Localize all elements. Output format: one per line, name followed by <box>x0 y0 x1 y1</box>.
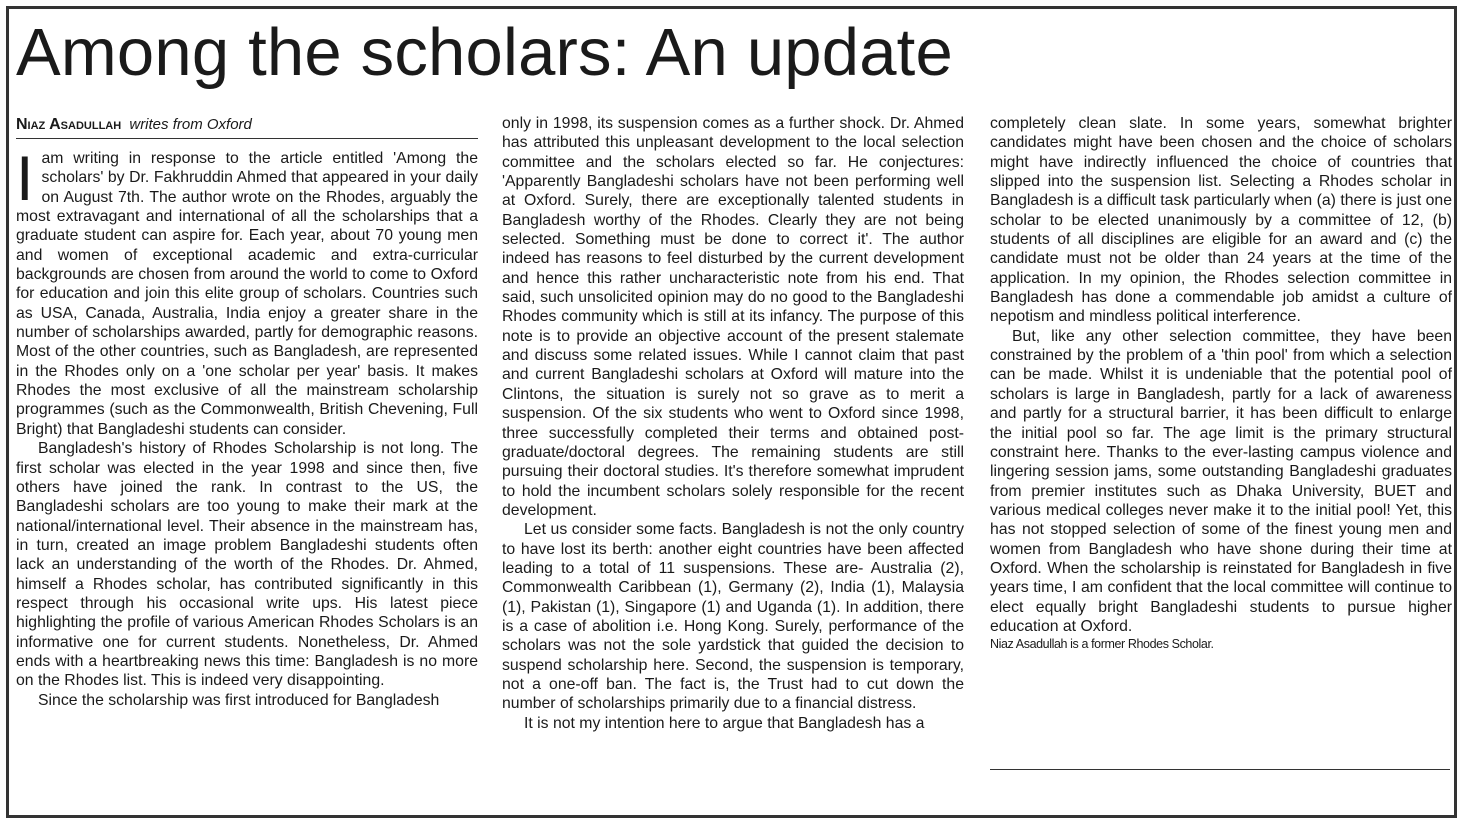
paragraph: But, like any other selection committee, they have been constrained by the problem of a 'thin pool' from which a selection can be made. Whilst it is undeniable that the potential pool of scholars is large in Bangladesh, partly for a lack of awareness and partly for a structural barrier, it has been difficult to enlarge the initial pool so far. The age limit is the primary structural constraint here. Thanks to the ever-lasting campus violence and lingering session jams, some outstanding Bangladeshi graduates from premier institutes such as Dhaka University, BUET and various medical colleges never make it to the initial pool! Yet, this has not stopped selection of some of the finest young men and women from Bangladesh who have shone during their time at Oxford. When the scholarship is reinstated for Bangladesh in five years time, I am confident that the local committee will continue to elect equally bright Bangladeshi students to pursue higher education at Oxford. <box>990 327 1452 635</box>
byline-location: writes from Oxford <box>129 116 252 133</box>
paragraph: It is not my intention here to argue that Bangladesh has a <box>524 714 925 732</box>
column-3 <box>990 114 1452 652</box>
column-1 <box>16 114 478 710</box>
paragraph: Let us consider some facts. Bangladesh is not the only country to have lost its berth: another eight countries have been affected leading to a total of 11 suspensions. These are- Australia (2), Commonwealth Caribbean (1), Germany (2), India (1), Malaysia (1), Pakistan (1), Singapore (1) and Uganda (1). In addition, there is a case of abolition i.e. Hong Kong. Surely, performance of the scholars was not the sole yardstick that guided the decision to suspend scholarship here. Second, the suspension is temporary, not a one-off ban. The fact is, the Trust had to cut down the number of scholarships primarily due to a financial distress. <box>502 521 964 713</box>
column-2 <box>502 114 964 733</box>
headline: Among the scholars: An update <box>16 15 953 90</box>
byline-author: Niaz Asadullah <box>16 116 122 133</box>
byline <box>16 114 478 139</box>
paragraph: Since the scholarship was first introduced for Bangladesh <box>38 691 440 709</box>
paragraph: completely clean slate. In some years, somewhat brighter candidates might have been chosen and the choice of scholars might have indirectly influenced the choice of countries that slipped into the suspension list. Selecting a Rhodes scholar in Bangladesh is a difficult task particularly when (a) there is just one scholar to be elected unanimously by a committee of 12, (b) students of all disciplines are eligible for an award and (c) the candidate must not be older than 24 years at the time of the application. In my opinion, the Rhodes selection committee in Bangladesh has done a commendable job amidst a culture of nepotism and mindless political interference. <box>990 115 1452 326</box>
paragraph: only in 1998, its suspension comes as a further shock. Dr. Ahmed has attributed this unpleasant development to the local selection committee and the scholars elected so far. He conjectures: 'Apparently Bangladeshi scholars have not been performing well at Oxford. Surely, there are exceptionally talented students in Bangladesh worthy of the Rhodes. Clearly they are not being selected. Something must be done to correct it'. The author indeed has reasons to feel disturbed by the current development and hence this rather uncharacteristic note from his end. That said, such unsolicited opinion may do no good to the Bangladeshi Rhodes community which is still at its infancy. The purpose of this note is to provide an objective account of the present stalemate and discuss some related issues. While I cannot claim that past and current Bangladeshi scholars at Oxford will mature into the Clintons, the situation is surely not so grave as to merit a suspension. Of the six students who went to Oxford since 1998, three successfully completed their terms and obtained post-graduate/doctoral degrees. The remaining students are still pursuing their doctoral studies. It's therefore somewhat imprudent to hold the incumbent scholars solely responsible for the recent development. <box>502 115 964 519</box>
author-note: Niaz Asadullah is a former Rhodes Scholar. <box>990 637 1214 652</box>
drop-cap: I <box>16 144 34 214</box>
end-rule <box>990 769 1450 770</box>
paragraph: Bangladesh's history of Rhodes Scholarship is not long. The first scholar was elected in the year 1998 and since then, five others have joined the rank. In contrast to the US, the Bangladeshi scholars are too young to make their mark at the national/international level. Their absence in the mainstream has, in turn, created an image problem Bangladeshi students often lack an understanding of the worth of the Rhodes. Dr. Ahmed, himself a Rhodes scholar, has contributed significantly in this respect through his occasional write ups. His latest piece highlighting the profile of various American Rhodes Scholars is an informative one for current students. Nonetheless, Dr. Ahmed ends with a heartbreaking news this time: Bangladesh is no more on the Rhodes list. This is indeed very disappointing. <box>16 440 478 690</box>
paragraph-text: am writing in response to the article entitled 'Among the scholars' by Dr. Fakhruddin Ahmed that appeared in your daily on August 7th. The author wrote on the Rhodes, arguably the most extravagant and international of all the scholarships that a graduate student can aspire for. Each year, about 70 young men and women of exceptional academic and extra-curricular backgrounds are chosen from around the world to come to Oxford for education and join this elite group of scholars. Countries such as USA, Canada, Australia, India enjoy a greater share in the number of scholarships awarded, partly for demographic reasons. Most of the other countries, such as Bangladesh, are represented in the Rhodes only on a 'one scholar per year' basis. It makes Rhodes the most exclusive of all the mainstream scholarship programmes (such as the Commonwealth, British Chevening, Full Bright) that Bangladeshi students can consider. <box>16 150 478 438</box>
paragraph <box>16 144 478 439</box>
